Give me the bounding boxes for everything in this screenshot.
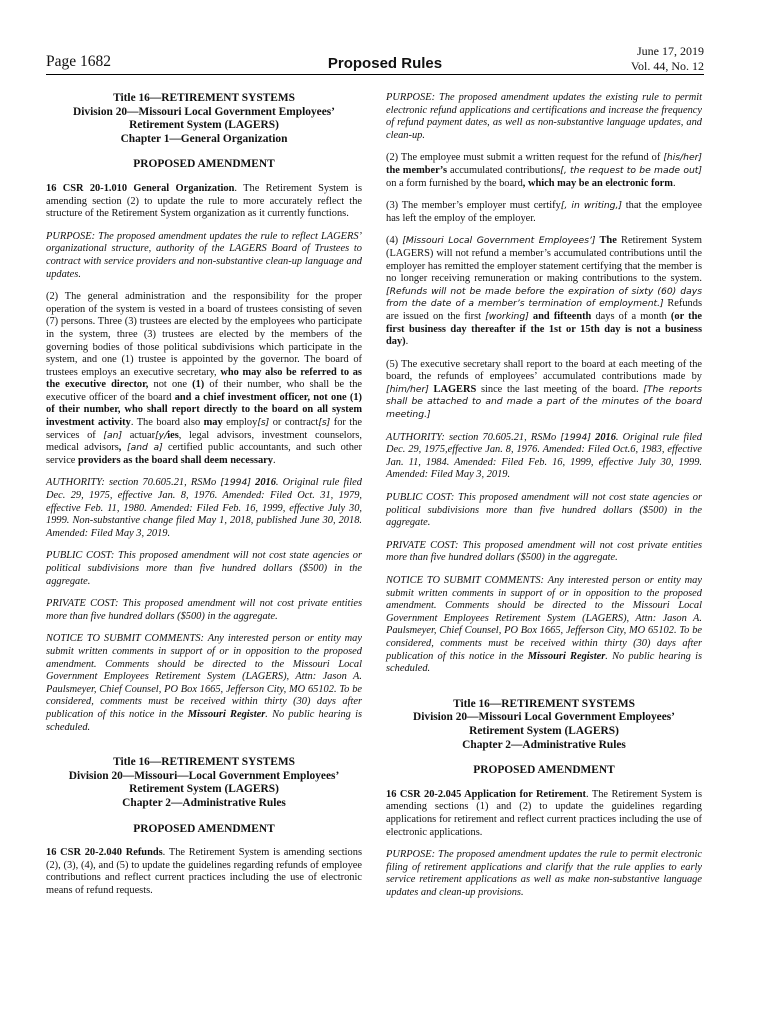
- section-title: Proposed Rules: [327, 55, 443, 72]
- heading-chapter: Chapter 2—Administrative Rules: [462, 738, 626, 751]
- page-number: Page 1682: [46, 53, 112, 70]
- heading-title: Title 16—RETIREMENT SYSTEMS: [113, 756, 295, 769]
- heading-chapter: Chapter 2—Administrative Rules: [122, 796, 286, 809]
- text: . The board also: [130, 417, 204, 429]
- publication-name: Missouri Register: [527, 650, 606, 662]
- text: . No public hearing is scheduled.: [46, 708, 362, 733]
- deleted-text: [working]: [485, 310, 529, 322]
- issue-volume: Vol. 44, No. 12: [630, 59, 704, 73]
- heading-title: Title 16—RETIREMENT SYSTEMS: [453, 697, 635, 710]
- purpose-paragraph: PURPOSE: The proposed amendment updates the existing rule to permit electronic refund applications and certifications and increase the frequency of refund payment dates, as well as non-substantive language updates, and clean-up.: [386, 92, 702, 141]
- added-text: 2016: [250, 477, 276, 489]
- left-column: [46, 92, 362, 907]
- text: or contract: [269, 417, 319, 429]
- heading-division: Division 20—Missouri Local Government Employees’: [73, 105, 335, 118]
- private-cost-paragraph: PRIVATE COST: This proposed amendment will not cost private entities more than five hundred dollars ($500) in the aggregate.: [386, 539, 702, 564]
- publication-name: Missouri Register: [187, 708, 266, 720]
- added-text: LAGERS: [428, 383, 477, 395]
- deleted-text: [1994]: [560, 431, 591, 443]
- added-text: ies: [167, 429, 179, 441]
- issue-date: June 17, 2019: [637, 44, 704, 58]
- text: . No public hearing is scheduled.: [386, 650, 702, 675]
- section-5-paragraph: [386, 359, 702, 422]
- text: since the last meeting of the board.: [476, 383, 644, 395]
- text: actuar: [122, 429, 156, 441]
- deleted-text: [s]: [318, 417, 331, 429]
- added-text: 2016: [590, 431, 616, 443]
- text: NOTICE TO SUBMIT COMMENTS: Any interested person or entity may submit written comments in support of or in opposition to the proposed amendment. Comments should be directed to the Missouri Local Government Employees Retirement System (LAGERS), Attn: Jason A. Paulsmeyer, Chief Counsel, PO Box 1665, Jefferson City, MO 65102. To be considered, comments must be received within thirty (30) days after publication of this notice in the: [46, 633, 362, 720]
- heading-title: Title 16—RETIREMENT SYSTEMS: [113, 92, 295, 104]
- rule-ref: 16 CSR 20-1.010 General Organization: [46, 182, 235, 194]
- text: that the employee has left the employ of the employer.: [386, 200, 702, 224]
- heading-system: Retirement System (LAGERS): [129, 783, 279, 796]
- added-text: ,: [118, 442, 122, 454]
- text: .: [672, 177, 676, 189]
- added-text: providers as the board shall deem necessary: [78, 454, 273, 466]
- rule-ref: 16 CSR 20-2.040 Refunds: [46, 847, 163, 859]
- text: (2) The employee must submit a written request for the refund of: [386, 152, 664, 164]
- text: on a form furnished by the board: [386, 177, 523, 189]
- added-text: and a chief investment officer, not one (1) of their number, who shall report directly to the board on all system investment activity: [46, 391, 362, 429]
- section-2-paragraph: [386, 152, 702, 190]
- notice-paragraph: [386, 575, 702, 676]
- heading-system: Retirement System (LAGERS): [129, 119, 279, 132]
- text: (3) The member’s employer must certify: [386, 200, 561, 212]
- right-column: [386, 92, 702, 909]
- text: days of a month: [591, 310, 671, 322]
- rule-intro-text: . The Retirement System is amending sections (1) and (2) to update the guidelines regarding applications for retirement and reflect current practices including the use of electronic applications.: [386, 788, 702, 838]
- added-text: (1): [192, 379, 205, 391]
- section-4-paragraph: [386, 235, 702, 348]
- rule-heading: [46, 92, 362, 146]
- text: .: [272, 454, 276, 466]
- text: certified public accountants, and such other service: [46, 442, 362, 466]
- deleted-text: [and a]: [121, 442, 163, 454]
- text: (4): [386, 235, 403, 247]
- added-text: The: [595, 235, 617, 247]
- deleted-text: [s]: [257, 417, 270, 429]
- text: for the services of: [46, 417, 363, 441]
- text: , legal advisors, investment counselors, medical advisors: [46, 429, 362, 454]
- issue-info: [631, 44, 704, 74]
- text: NOTICE TO SUBMIT COMMENTS: Any interested person or entity may submit written comments in support of or in opposition to the proposed amendment. Comments should be directed to the Missouri Local Government Employees Retirement System (LAGERS), Attn: Jason A. Paulsmeyer, Chief Counsel, PO Box 1665, Jefferson City, MO 65102. To be considered, comments must be received within thirty (30) days after publication of this notice in the: [386, 575, 702, 662]
- text: (2) The general administration and the responsibility for the proper operation of the system is vested in a board of trustees consisting of seven (7) persons. Three (3) trustees are elected by the employees who participate in the system, three (3) trustees are elected by the members of the governing bodies of those political subdivisions which participate in the system, and one (1) trustee is appointed by the governor. The board of trustees employs an executive secretary,: [46, 291, 362, 378]
- text: not one: [148, 379, 193, 391]
- rule-intro: [386, 789, 702, 839]
- text: employ: [222, 417, 258, 429]
- rule-heading: [46, 756, 362, 810]
- amendment-heading: PROPOSED AMENDMENT: [473, 764, 615, 777]
- section-3-paragraph: [386, 200, 702, 225]
- text: (5) The executive secretary shall report to the board at each meeting of the board, the refunds of employees’ accumulated contributions made by: [386, 358, 702, 383]
- heading-division: Division 20—Missouri Local Government Employees’: [413, 711, 675, 724]
- purpose-paragraph: PURPOSE: The proposed amendment updates the rule to reflect LAGERS’ organizational structure, authority of the LAGERS Board of Trustees to contract with service providers and non-substantive clean-up language and updates.: [46, 230, 362, 280]
- text: .: [405, 336, 409, 348]
- deleted-text: [Missouri Local Government Employees’]: [402, 235, 596, 247]
- added-text: may: [203, 417, 223, 429]
- public-cost-paragraph: PUBLIC COST: This proposed amendment will not cost state agencies or political subdivisions more than five hundred dollars ($500) in the aggregate.: [46, 550, 362, 587]
- text: . Original rule filed Dec. 29, 1975, effective Jan. 8, 1976. Amended: Filed Oct. 31, 1979, effective Feb. 11, 1980. Amended: Filed Feb. 16, 1999, effective July 30, 1999. Non-substantive change filed May 1, 2018, published June 30, 2018. Amended: Filed May 3, 2019.: [46, 477, 362, 539]
- header-rule: [46, 74, 704, 75]
- authority-paragraph: [46, 477, 362, 540]
- deleted-text: [an]: [103, 429, 123, 441]
- section-2-paragraph: [46, 291, 362, 467]
- rule-ref: 16 CSR 20-2.045 Application for Retirement: [386, 788, 587, 800]
- deleted-text: [, in writing,]: [560, 200, 623, 212]
- text: Refunds are issued on the first: [386, 298, 702, 322]
- notice-paragraph: [46, 633, 362, 734]
- text: accumulated contributions: [447, 164, 561, 176]
- added-text: , which may be an electronic form: [522, 177, 673, 189]
- text: Retirement System (LAGERS) will not refund a member’s accumulated contributions until the employer has remitted the employer statement certifying that the member is no longer receiving remuneration or making contributions to the system.: [386, 235, 702, 285]
- text: . Original rule filed Dec. 29, 1975,effective Jan. 8, 1976. Amended: Filed Oct.6, 1983, effective Jan. 11, 1984. Amended: Filed Feb. 16, 1999, effective July 30, 1999. Amended: Filed May 3, 2019.: [386, 431, 702, 481]
- public-cost-paragraph: PUBLIC COST: This proposed amendment will not cost state agencies or political subdivisions more than five hundred dollars ($500) in the aggregate.: [386, 492, 702, 529]
- deleted-text: [y/: [155, 429, 168, 441]
- deleted-text: [1994]: [220, 477, 251, 489]
- rule-intro-text: . The Retirement System is amending section (2) to update the rule to more accurately reflect the structure of the Retirement System organization as it currently functions.: [46, 182, 362, 220]
- rule-intro: [46, 183, 362, 221]
- amendment-heading: PROPOSED AMENDMENT: [133, 158, 275, 171]
- added-text: the member’s: [386, 164, 448, 176]
- amendment-heading: PROPOSED AMENDMENT: [133, 822, 275, 835]
- text: AUTHORITY: section 70.605.21, RSMo: [46, 477, 221, 489]
- authority-paragraph: [386, 432, 702, 482]
- text: AUTHORITY: section 70.605.21, RSMo: [386, 431, 561, 443]
- heading-system: Retirement System (LAGERS): [469, 724, 619, 737]
- purpose-paragraph: PURPOSE: The proposed amendment updates the rule to permit electronic filing of retirement applications and clarify that the rule applies to early service retirement applications as well as make non-substantive language updates and clean-up provisions.: [386, 849, 702, 898]
- private-cost-paragraph: PRIVATE COST: This proposed amendment will not cost private entities more than five hundred dollars ($500) in the aggregate.: [46, 598, 362, 622]
- added-text: who may also be referred to as the executive director,: [46, 366, 362, 391]
- deleted-text: [Refunds will not be made before the expiration of sixty (60) days from the date of a member’s termination of employment.]: [386, 285, 702, 310]
- added-text: and fifteenth: [528, 310, 592, 322]
- added-text: (or the first business day thereafter if the 1st or 15th day is not a business day): [386, 310, 702, 348]
- deleted-text: [him/her]: [386, 383, 429, 395]
- heading-chapter: Chapter 1—General Organization: [120, 132, 288, 145]
- rule-intro-text: . The Retirement System is amending sections (2), (3), (4), and (5) to update the guidelines regarding refunds of employee contributions and reflect current practices including the use of electronic means of refund requests.: [46, 847, 362, 896]
- deleted-text: [, the request to be made out]: [560, 164, 702, 176]
- text: of their number, who shall be the executive officer of the board: [46, 379, 363, 403]
- heading-division: Division 20—Missouri—Local Government Employees’: [68, 769, 340, 782]
- deleted-text: [his/her]: [663, 152, 702, 164]
- rule-heading: [386, 698, 702, 752]
- deleted-text: [The reports shall be attached to and made a part of the minutes of the board meeting.]: [386, 383, 702, 421]
- rule-intro: [46, 847, 362, 897]
